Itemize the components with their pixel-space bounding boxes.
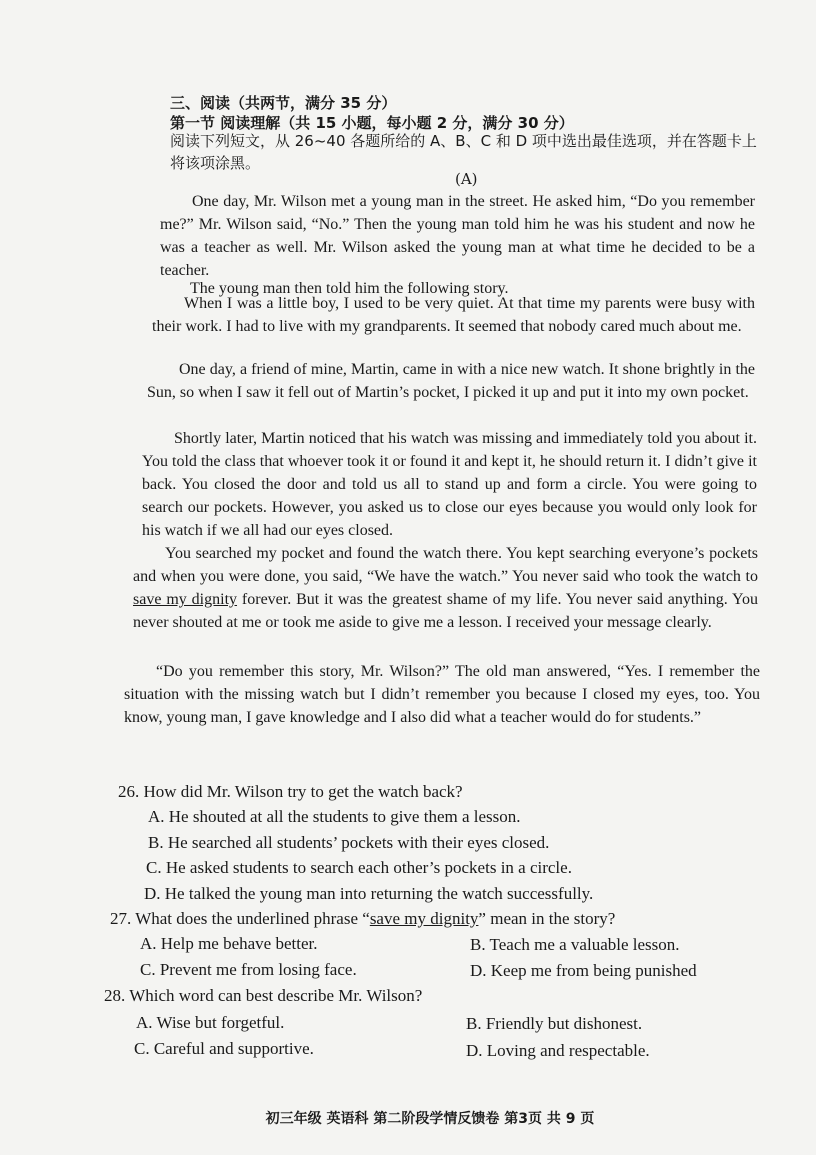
- question-28-option-a: A. Wise but forgetful.: [136, 1013, 285, 1032]
- question-28-stem: 28. Which word can best describe Mr. Wilson?: [104, 986, 423, 1005]
- question-27-stem: [110, 909, 615, 929]
- passage-paragraph-1: [160, 190, 755, 282]
- question-stem-part: ” mean in the story?: [478, 909, 616, 928]
- paragraph-text: Shortly later, Martin noticed that his watch was missing and immediately told you about it. You told the class that whoever took it or found it and kept it, he should return it. I didn’t give it back. You closed the door and told us all to stand up and form a circle. You were going to search our pockets. However, you asked us to close our eyes because you would only look for his watch if we all had our eyes closed.: [142, 430, 757, 539]
- question-26-option-c: C. He asked students to search each other’s pockets in a circle.: [146, 858, 572, 877]
- question-28-option-d: D. Loving and respectable.: [466, 1041, 650, 1060]
- underlined-phrase: save my dignity: [369, 909, 479, 928]
- passage-paragraph-4: [147, 358, 755, 404]
- paragraph-text-part: Do you remember this story, Mr. Wilson?” The old man answered, “Yes. I remember the situation with the missing watch but I didn’t remember you because I closed my eyes, too. You know, young man, I gave knowledge and I also did what a teacher would do for students.”: [124, 663, 760, 726]
- paragraph-text: [124, 660, 760, 729]
- passage-paragraph-7: [124, 660, 760, 729]
- passage-paragraph-5: [142, 427, 757, 542]
- question-27-option-a: A. Help me behave better.: [140, 934, 318, 953]
- paragraph-text: [133, 542, 758, 634]
- paragraph-text-part: You searched my pocket and found the watch there. You kept searching everyone’s pockets and when you were done, you said, “We have the watch.” You never said who took the watch to: [133, 545, 758, 585]
- paragraph-text: When I was a little boy, I used to be very quiet. At that time my parents were busy with their work. I had to live with my grandparents. It seemed that nobody cared much about me.: [152, 295, 755, 335]
- paragraph-text: One day, a friend of mine, Martin, came in with a nice new watch. It shone brightly in the Sun, so when I saw it fell out of Martin’s pocket, I picked it up and put it into my own pocket.: [147, 361, 755, 401]
- underlined-phrase: save my dignity: [133, 591, 238, 608]
- passage-paragraph-3: [152, 292, 755, 338]
- open-quote: “: [156, 663, 164, 680]
- paragraph-text: The young man then told him the following story.: [190, 280, 509, 297]
- question-stem-part: 27. What does the underlined phrase “: [110, 909, 370, 928]
- question-26-option-b: B. He searched all students’ pockets with their eyes closed.: [148, 833, 550, 852]
- question-27-option-d: D. Keep me from being punished: [470, 961, 697, 980]
- question-28-option-c: C. Careful and supportive.: [134, 1039, 314, 1058]
- question-26-option-a: A. He shouted at all the students to give them a lesson.: [148, 807, 521, 826]
- section-subtitle: 第一节 阅读理解（共 15 小题，每小题 2 分，满分 30 分）: [170, 114, 574, 132]
- passage-label: (A): [455, 170, 478, 188]
- paragraph-text: One day, Mr. Wilson met a young man in the street. He asked him, “Do you remember me?” Mr. Wilson said, “No.” Then the young man told him he was his student and now he was a teacher as well. Mr. Wilson asked the young man at what time he decided to be a teacher.: [160, 193, 755, 279]
- paragraph-text-part: forever. But it was the greatest shame of my life. You never said anything. You never shouted at me or took me aside to give me a lesson. I received your message clearly.: [133, 591, 758, 631]
- question-27-option-c: C. Prevent me from losing face.: [140, 960, 357, 979]
- page-footer: 初三年级 英语科 第二阶段学情反馈卷 第3页 共 9 页: [265, 1111, 595, 1127]
- question-27-option-b: B. Teach me a valuable lesson.: [470, 935, 680, 954]
- section-instruction: 阅读下列短文，从 26~40 各题所给的 A、B、C 和 D 项中选出最佳选项，并在答题卡上将该项涂黑。: [170, 132, 757, 172]
- passage-paragraph-6: [133, 542, 758, 634]
- question-26-stem: 26. How did Mr. Wilson try to get the watch back?: [118, 782, 463, 801]
- section-title: 三、阅读（共两节，满分 35 分）: [170, 94, 397, 112]
- question-26-option-d: D. He talked the young man into returning the watch successfully.: [144, 884, 594, 903]
- question-28-option-b: B. Friendly but dishonest.: [466, 1014, 643, 1033]
